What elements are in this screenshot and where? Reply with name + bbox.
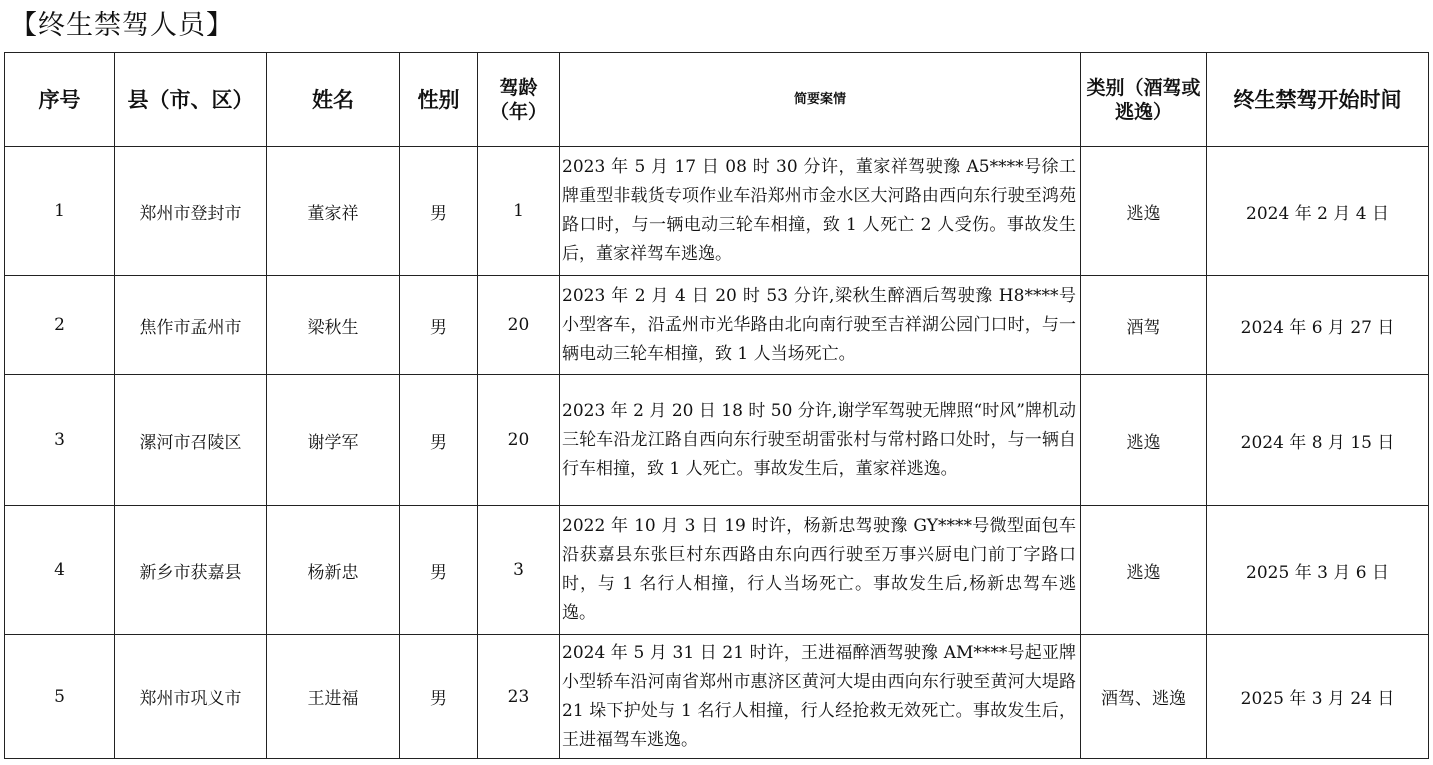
cell-start: 2025 年 3 月 24 日: [1207, 635, 1429, 759]
cell-case: 2024 年 5 月 31 日 21 时许，王进福醉酒驾驶豫 AM****号起亚牌小型轿车沿河南省郑州市惠济区黄河大堤由西向东行驶至黄河大堤路 21 垛下护处与 1 名行人相撞，行人经抢救无效死亡。事故发生后，王进福驾车逃逸。: [560, 635, 1081, 759]
cell-years: 20: [478, 276, 560, 375]
header-category: 类别（酒驾或逃逸）: [1081, 53, 1207, 147]
cell-case: 2023 年 5 月 17 日 08 时 30 分许，董家祥驾驶豫 A5****号徐工牌重型非载货专项作业车沿郑州市金水区大河路由西向东行驶至鸿苑路口时，与一辆电动三轮车相撞，致 1 人死亡 2 人受伤。事故发生后，董家祥驾车逃逸。: [560, 147, 1081, 276]
cell-years: 3: [478, 506, 560, 635]
cell-gender: 男: [400, 375, 478, 506]
cell-county: 郑州市登封市: [115, 147, 267, 276]
cell-seq: 1: [5, 147, 115, 276]
cell-gender: 男: [400, 276, 478, 375]
table-row: [5, 147, 1429, 276]
cell-years: 1: [478, 147, 560, 276]
cell-case: 2022 年 10 月 3 日 19 时许，杨新忠驾驶豫 GY****号微型面包车沿获嘉县东张巨村东西路由东向西行驶至万事兴厨电门前丁字路口时，与 1 名行人相撞，行人当场死亡。事故发生后,杨新忠驾车逃逸。: [560, 506, 1081, 635]
cell-seq: 5: [5, 635, 115, 759]
banned-drivers-table: [4, 52, 1429, 759]
cell-category: 酒驾、逃逸: [1081, 635, 1207, 759]
table-header-row: [5, 53, 1429, 147]
cell-gender: 男: [400, 147, 478, 276]
cell-name: 王进福: [267, 635, 400, 759]
cell-county: 郑州市巩义市: [115, 635, 267, 759]
header-start-time: 终生禁驾开始时间: [1207, 53, 1429, 147]
cell-start: 2025 年 3 月 6 日: [1207, 506, 1429, 635]
cell-category: 逃逸: [1081, 506, 1207, 635]
header-case: 简要案情: [560, 53, 1081, 147]
cell-county: 焦作市孟州市: [115, 276, 267, 375]
cell-gender: 男: [400, 506, 478, 635]
cell-seq: 4: [5, 506, 115, 635]
cell-name: 梁秋生: [267, 276, 400, 375]
table-row: [5, 375, 1429, 506]
cell-category: 逃逸: [1081, 375, 1207, 506]
cell-start: 2024 年 8 月 15 日: [1207, 375, 1429, 506]
cell-seq: 3: [5, 375, 115, 506]
header-gender: 性别: [400, 53, 478, 147]
cell-county: 漯河市召陵区: [115, 375, 267, 506]
header-name: 姓名: [267, 53, 400, 147]
cell-start: 2024 年 2 月 4 日: [1207, 147, 1429, 276]
header-seq: 序号: [5, 53, 115, 147]
cell-county: 新乡市获嘉县: [115, 506, 267, 635]
cell-name: 杨新忠: [267, 506, 400, 635]
cell-case: 2023 年 2 月 4 日 20 时 53 分许,梁秋生醉酒后驾驶豫 H8****号小型客车，沿孟州市光华路由北向南行驶至吉祥湖公园门口时，与一辆电动三轮车相撞，致 1 人当场死亡。: [560, 276, 1081, 375]
table-row: [5, 635, 1429, 759]
cell-gender: 男: [400, 635, 478, 759]
page-title: 【终生禁驾人员】: [10, 10, 234, 41]
cell-years: 20: [478, 375, 560, 506]
cell-category: 酒驾: [1081, 276, 1207, 375]
table-row: [5, 506, 1429, 635]
header-driving-years: 驾龄（年）: [478, 53, 560, 147]
cell-start: 2024 年 6 月 27 日: [1207, 276, 1429, 375]
header-county: 县（市、区）: [115, 53, 267, 147]
cell-case: 2023 年 2 月 20 日 18 时 50 分许,谢学军驾驶无牌照“时风”牌机动三轮车沿龙江路自西向东行驶至胡雷张村与常村路口处时，与一辆自行车相撞，致 1 人死亡。事故发生后，董家祥逃逸。: [560, 375, 1081, 506]
cell-category: 逃逸: [1081, 147, 1207, 276]
table-row: [5, 276, 1429, 375]
cell-name: 谢学军: [267, 375, 400, 506]
cell-seq: 2: [5, 276, 115, 375]
cell-name: 董家祥: [267, 147, 400, 276]
cell-years: 23: [478, 635, 560, 759]
